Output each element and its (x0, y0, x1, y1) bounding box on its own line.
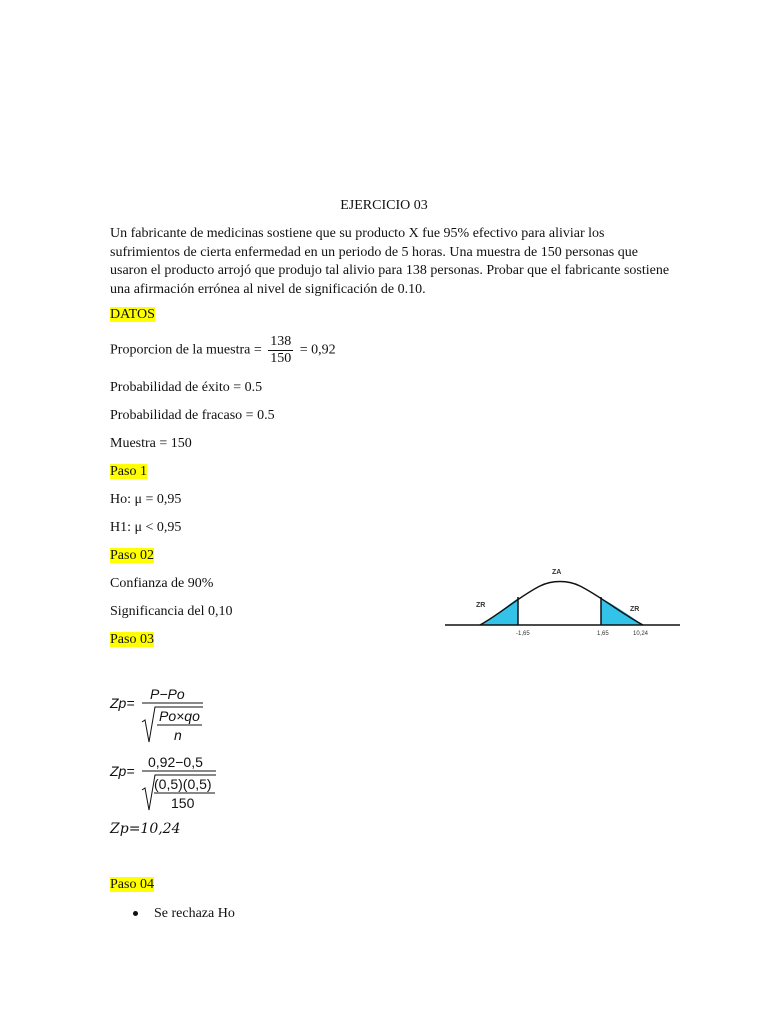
zp-result: Zp=10,24 (110, 821, 181, 837)
paso4-heading-text: Paso 04 (110, 877, 154, 892)
alternative-hypothesis: H1: μ < 0,95 (110, 520, 182, 535)
tick-label-pos: 1,65 (597, 631, 609, 637)
fraction-denominator: 150 (270, 351, 292, 366)
rejection-label-right: ZR (630, 606, 640, 613)
bullet-icon (133, 911, 138, 916)
datos-heading-text: DATOS (110, 307, 155, 322)
paso1-heading (110, 464, 147, 480)
inner-denominator: n (174, 727, 182, 743)
sample-proportion-label: Proporcion de la muestra = (110, 342, 262, 358)
failure-probability: Probabilidad de fracaso = 0.5 (110, 408, 275, 423)
sample-proportion-fraction (268, 334, 293, 367)
inner-numerator: Po×qo (159, 708, 200, 724)
sample-size: Muestra = 150 (110, 436, 192, 451)
success-probability: Probabilidad de éxito = 0.5 (110, 380, 263, 395)
paso2-heading-text: Paso 02 (110, 548, 154, 563)
tick-label-neg: -1,65 (516, 631, 530, 637)
formula-numerator: P−Po (150, 686, 185, 702)
acceptance-zone-label: ZA (552, 569, 562, 576)
substituted-inner-denominator: 150 (171, 795, 195, 811)
zp-substituted-formula (108, 752, 238, 814)
paso3-heading-text: Paso 03 (110, 632, 154, 647)
problem-statement: Un fabricante de medicinas sostiene que su producto X fue 95% efectivo para aliviar los sufrimientos de cierta enfermedad en un periodo de 5 horas. Una muestra de 150 personas que usaron el producto arrojó que produjo tal alivio para 138 personas. Probar que el fabricante sostiene una afirmación errónea al nivel de significación de 0.10. (110, 226, 670, 297)
confidence-level: Confianza de 90% (110, 576, 214, 591)
zp-general-formula (108, 684, 228, 746)
zp-symbol-2: Zp= (110, 763, 135, 779)
paso2-heading (110, 548, 154, 564)
tick-label-zp: 10,24 (633, 631, 649, 637)
substituted-numerator: 0,92−0,5 (148, 754, 203, 770)
zp-symbol: Zp= (110, 695, 135, 711)
paso4-heading (110, 877, 154, 893)
sample-proportion-line (110, 334, 336, 367)
fraction-numerator: 138 (270, 334, 292, 349)
datos-heading (110, 307, 155, 323)
significance-level: Significancia del 0,10 (110, 604, 233, 619)
rejection-label-left: ZR (476, 602, 486, 609)
sample-proportion-result: = 0,92 (299, 342, 336, 358)
substituted-inner-numerator: (0,5)(0,5) (154, 776, 212, 792)
conclusion-bullet (133, 906, 235, 922)
normal-curve-diagram (440, 560, 690, 660)
paso1-heading-text: Paso 1 (110, 464, 147, 479)
conclusion-text: Se rechaza Ho (154, 906, 235, 921)
exercise-title: EJERCICIO 03 (340, 198, 428, 213)
null-hypothesis: Ho: μ = 0,95 (110, 492, 182, 507)
paso3-heading (110, 632, 154, 648)
